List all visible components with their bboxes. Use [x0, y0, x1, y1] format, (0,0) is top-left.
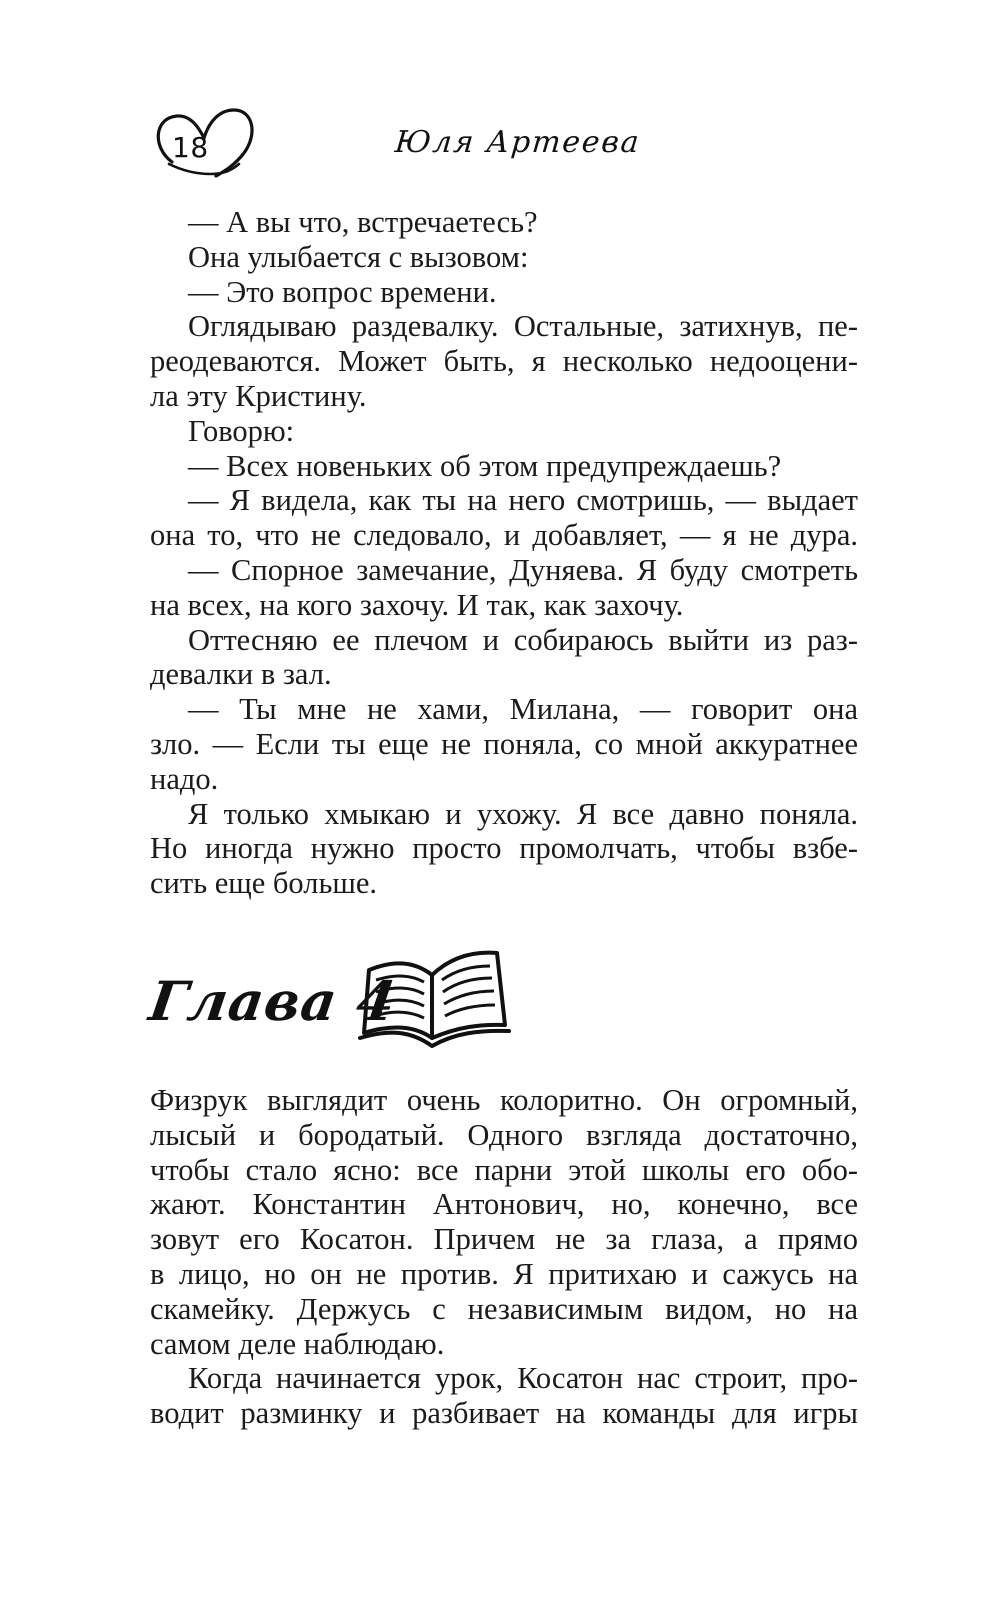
text-line: скамейку. Держусь с независимым видом, но на	[150, 1291, 858, 1326]
text-line: Говорю:	[188, 413, 295, 448]
passage-text	[150, 205, 858, 901]
text-line: девалки в зал.	[150, 657, 332, 692]
text-line: водит разминку и разбивает на команды для игры	[150, 1396, 858, 1431]
text-line: Она улыбается с вызовом:	[188, 239, 529, 274]
open-book-icon	[356, 945, 511, 1050]
chapter-heading	[145, 945, 570, 1065]
chapter-text	[150, 1083, 858, 1431]
chapter-title: Глава 4	[145, 969, 401, 1033]
text-line: ла эту Кристину.	[150, 378, 367, 413]
text-line: Оглядываю раздевалку. Остальные, затихнув, пе-	[188, 309, 858, 344]
text-line: зовут его Косатон. Причем не за глаза, а прямо	[150, 1222, 858, 1257]
author-running-head: Юля Артеева	[393, 125, 642, 160]
text-line: реодеваются. Может быть, я несколько недооцени-	[150, 344, 858, 379]
text-line: — Спорное замечание, Дуняева. Я буду смотреть	[188, 552, 858, 587]
text-line: зло. — Если ты еще не поняла, со мной аккуратнее	[150, 726, 858, 761]
text-line: Но иногда нужно просто промолчать, чтобы взбе-	[150, 831, 858, 866]
text-line: жают. Константин Антонович, но, конечно, все	[150, 1187, 858, 1222]
page-header	[150, 90, 870, 180]
text-line: Когда начинается урок, Косатон нас строит, про-	[188, 1361, 858, 1396]
text-line: — Это вопрос времени.	[188, 274, 497, 309]
text-line: лысый и бородатый. Одного взгляда достаточно,	[150, 1117, 858, 1152]
text-line: она то, что не следовало, и добавляет, — я не дура.	[150, 518, 858, 553]
text-line: — Я видела, как ты на него смотришь, — выдает	[188, 483, 858, 518]
text-line: Оттесняю ее плечом и собираюсь выйти из раз-	[188, 622, 858, 657]
text-line: — Ты мне не хами, Милана, — говорит она	[188, 692, 858, 727]
text-line: Физрук выглядит очень колоритно. Он огромный,	[150, 1083, 858, 1117]
page-number: 18	[172, 131, 209, 164]
text-line: чтобы стало ясно: все парни этой школы его обо-	[150, 1152, 858, 1187]
text-line: — Всех новеньких об этом предупреждаешь?	[188, 448, 782, 483]
text-line: самом деле наблюдаю.	[150, 1326, 445, 1361]
text-line: на всех, на кого захочу. И так, как захочу.	[150, 587, 684, 622]
text-line: в лицо, но он не против. Я притихаю и сажусь на	[150, 1256, 858, 1291]
text-line: надо.	[150, 761, 219, 796]
text-line: Я только хмыкаю и ухожу. Я все давно поняла.	[188, 796, 858, 831]
text-line: сить еще больше.	[150, 866, 378, 901]
text-line: — А вы что, встречаетесь?	[188, 205, 538, 239]
